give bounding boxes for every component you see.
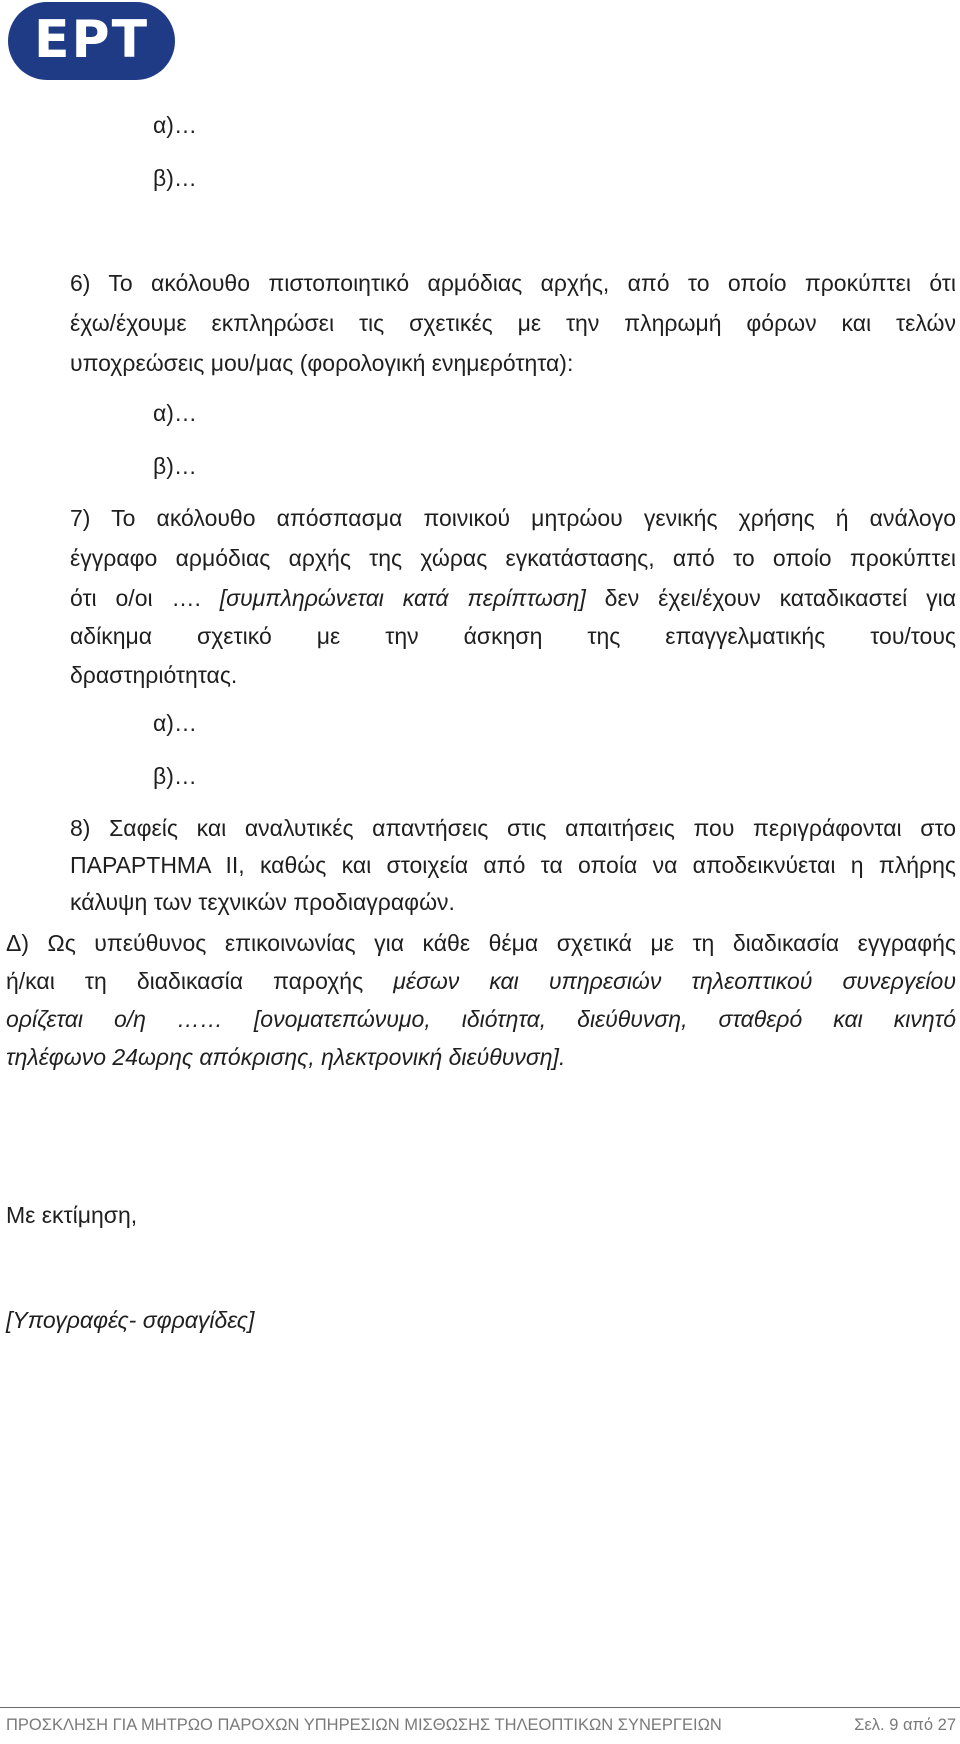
footer-title: ΠΡΟΣΚΛΗΣΗ ΓΙΑ ΜΗΤΡΩΟ ΠΑΡΟΧΩΝ ΥΠΗΡΕΣΙΩΝ ΜΙΣΘΩΣΗΣ ΤΗΛΕΟΠΤΙΚΩΝ ΣΥΝΕΡΓΕΙΩΝ [6,1716,722,1734]
ert-logo [8,2,175,80]
item6-line2: έχω/έχουμε εκπληρώσει τις σχετικές με την πληρωμή φόρων και τελών [70,310,956,336]
sectionD-line2-pre: ή/και τη διαδικασία παροχής [6,968,364,994]
item8-line2: ΠΑΡΑΡΤΗΜΑ ΙΙ, καθώς και στοιχεία από τα οποία να αποδεικνύεται η πλήρης [70,852,956,878]
item7-line1: 7) Το ακόλουθο απόσπασμα ποινικού μητρώου γενικής χρήσης ή ανάλογο [70,505,956,531]
item8-line1: 8) Σαφείς και αναλυτικές απαντήσεις στις απαιτήσεις που περιγράφονται στο [70,815,956,841]
page-number: Σελ. 9 από 27 [854,1716,956,1734]
item7-line3 [70,585,956,612]
page-footer [0,1707,960,1744]
item7-list-item-b: β)… [153,763,197,789]
item6-line1: 6) Το ακόλουθο πιστοποιητικό αρμόδιας αρχής, από το οποίο προκύπτει ότι [70,270,956,296]
item6-line3: υποχρεώσεις μου/μας (φορολογική ενημερότητα): [70,350,574,376]
item8-line3: κάλυψη των τεχνικών προδιαγραφών. [70,889,455,915]
sectionD-line2-italic: μέσων και υπηρεσιών τηλεοπτικού συνεργείου [393,968,956,994]
item6-list-item-b: β)… [153,453,197,479]
item6-list-item-a: α)… [153,400,197,426]
sectionD-line2 [6,968,956,995]
sectionD-line4: τηλέφωνο 24ωρης απόκρισης, ηλεκτρονική διεύθυνση]. [6,1044,566,1070]
item7-line2: έγγραφο αρμόδιας αρχής της χώρας εγκατάστασης, από το οποίο προκύπτει [70,545,956,571]
item7-line3-italic: [συμπληρώνεται κατά περίπτωση] [219,585,586,611]
item7-line4: αδίκημα σχετικό με την άσκηση της επαγγελματικής του/τους [70,623,956,649]
sectionD-line3: ορίζεται ο/η …… [ονοματεπώνυμο, ιδιότητα, διεύθυνση, σταθερό και κινητό [6,1006,956,1032]
item7-line3-pre: ότι ο/οι …. [70,585,201,611]
closing-text: Με εκτίμηση, [6,1202,138,1228]
item7-list-item-a: α)… [153,710,197,736]
item7-line3-post: δεν έχει/έχουν καταδικαστεί για [604,585,956,611]
list-item-a: α)… [153,112,197,138]
signatures-placeholder: [Υπογραφές- σφραγίδες] [6,1307,255,1333]
ert-logo-text: ΕΡΤ [33,10,150,70]
sectionD-line1: Δ) Ως υπεύθυνος επικοινωνίας για κάθε θέμα σχετικά με τη διαδικασία εγγραφής [6,930,956,956]
list-item-b: β)… [153,165,197,191]
item7-line5: δραστηριότητας. [70,662,238,688]
